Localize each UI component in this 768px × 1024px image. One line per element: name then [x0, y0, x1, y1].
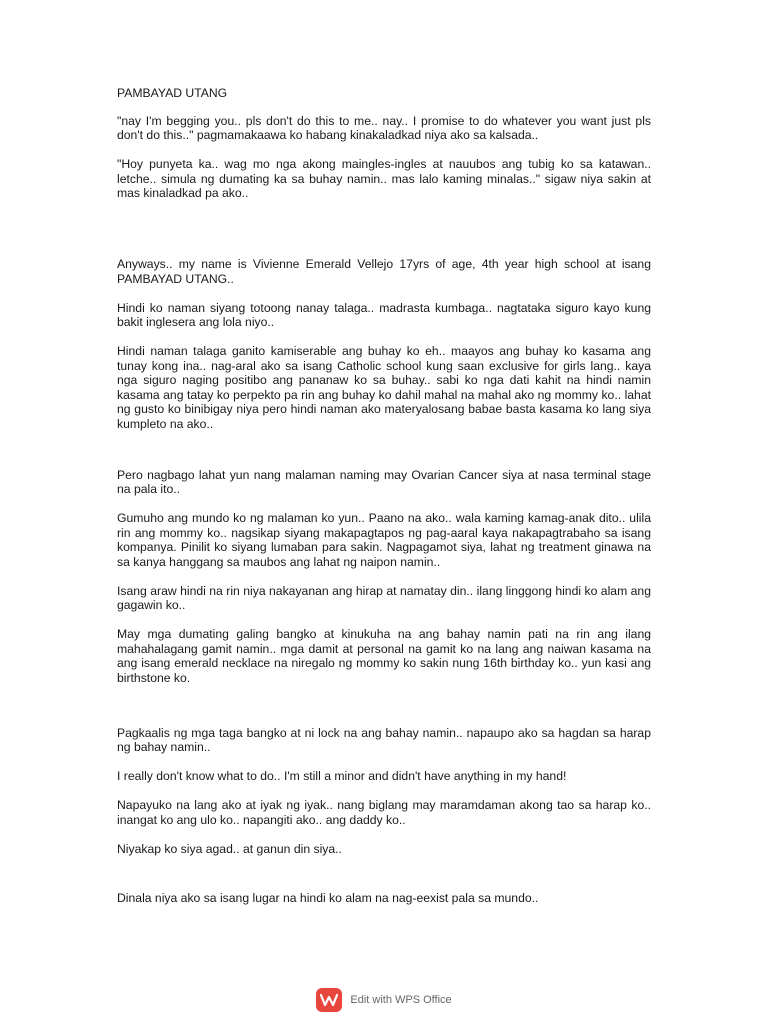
- document-title: PAMBAYAD UTANG: [117, 86, 228, 100]
- paragraph: Napayuko na lang ako at iyak ng iyak.. nang biglang may maramdaman akong tao sa harap ko.. inangat ko ang ulo ko.. napangiti ako.. ang daddy ko..: [117, 798, 651, 827]
- paragraph: Pagkaalis ng mga taga bangko at ni lock na ang bahay namin.. napaupo ako sa hagdan sa harap ng bahay namin..: [117, 725, 651, 754]
- paragraph: Gumuho ang mundo ko ng malaman ko yun.. Paano na ako.. wala kaming kamag-anak dito.. ulila rin ang mommy ko.. nagsikap siyang makapagtapos ng pag-aaral kaya nakapagtrabaho sa isang kompanya. Pinilit ko siyang lumaban para sakin. Nagpagamot siya, lahat ng treatment ginawa na sa kanya hanggang sa maubos ang lahat ng naipon namin..: [117, 511, 651, 569]
- spacer: [117, 700, 651, 726]
- paragraph: I really don't know what to do.. I'm still a minor and didn't have anything in my hand!: [117, 769, 567, 783]
- paragraph: Niyakap ko siya agad.. at ganun din siya..: [117, 841, 342, 856]
- spacer: [117, 871, 651, 891]
- document-body: [117, 86, 651, 920]
- spacer: [117, 215, 651, 257]
- paragraph: "Hoy punyeta ka.. wag mo nga akong maingles-ingles at nauubos ang tubig ko sa katawan.. letche.. simula ng dumating ka sa buhay namin.. mas lalo kaming minalas.." sigaw niya sakin at mas kinaladkad pa ako..: [117, 157, 651, 200]
- paragraph: Hindi ko naman siyang totoong nanay talaga.. madrasta kumbaga.. nagtataka siguro kayo kung bakit inglesera ang lola niyo..: [117, 300, 651, 329]
- wps-edit-link[interactable]: Edit with WPS Office: [350, 994, 452, 1006]
- spacer: [117, 446, 651, 468]
- wps-footer[interactable]: [0, 988, 768, 1012]
- paragraph: May mga dumating galing bangko at kinukuha na ang bahay namin pati na rin ang ilang mahahalagang gamit namin.. mga damit at personal na gamit ko na lang ang naiwan kasama na ang isang emerald necklace na niregalo ng mommy ko sakin nung 16th birthday ko.. yun kasi ang birthstone ko.: [117, 627, 651, 685]
- paragraph: Hindi naman talaga ganito kamiserable ang buhay ko eh.. maayos ang buhay ko kasama ang tunay kong ina.. nag-aral ako sa isang Catholic school kung saan exclusive for girls lang.. kaya nga siguro naging positibo ang pananaw ko sa buhay.. sabi ko nga dati kahit na hindi namin kasama ang tatay ko perpekto pa rin ang buhay ko dahil mahal na mahal ako ng mommy ko.. lahat ng gusto ko binibigay niya pero hindi naman ako materyalosang babae basta kasama ko lang siya kumpleto na ako..: [117, 344, 651, 431]
- paragraph: Pero nagbago lahat yun nang malaman naming may Ovarian Cancer siya at nasa terminal stage na pala ito..: [117, 467, 651, 496]
- paragraph: "nay I'm begging you.. pls don't do this to me.. nay.. I promise to do whatever you want just pls don't do this.." pagmamakaawa ko habang kinakaladkad niya ako sa kalsada..: [117, 113, 651, 142]
- paragraph: Isang araw hindi na rin niya nakayanan ang hirap at namatay din.. ilang linggong hindi ko alam ang gagawin ko..: [117, 583, 651, 612]
- paragraph: Anyways.. my name is Vivienne Emerald Vellejo 17yrs of age, 4th year high school at isang PAMBAYAD UTANG..: [117, 257, 651, 286]
- paragraph: Dinala niya ako sa isang lugar na hindi ko alam na nag-eexist pala sa mundo..: [117, 890, 539, 905]
- wps-logo-icon: [316, 988, 342, 1012]
